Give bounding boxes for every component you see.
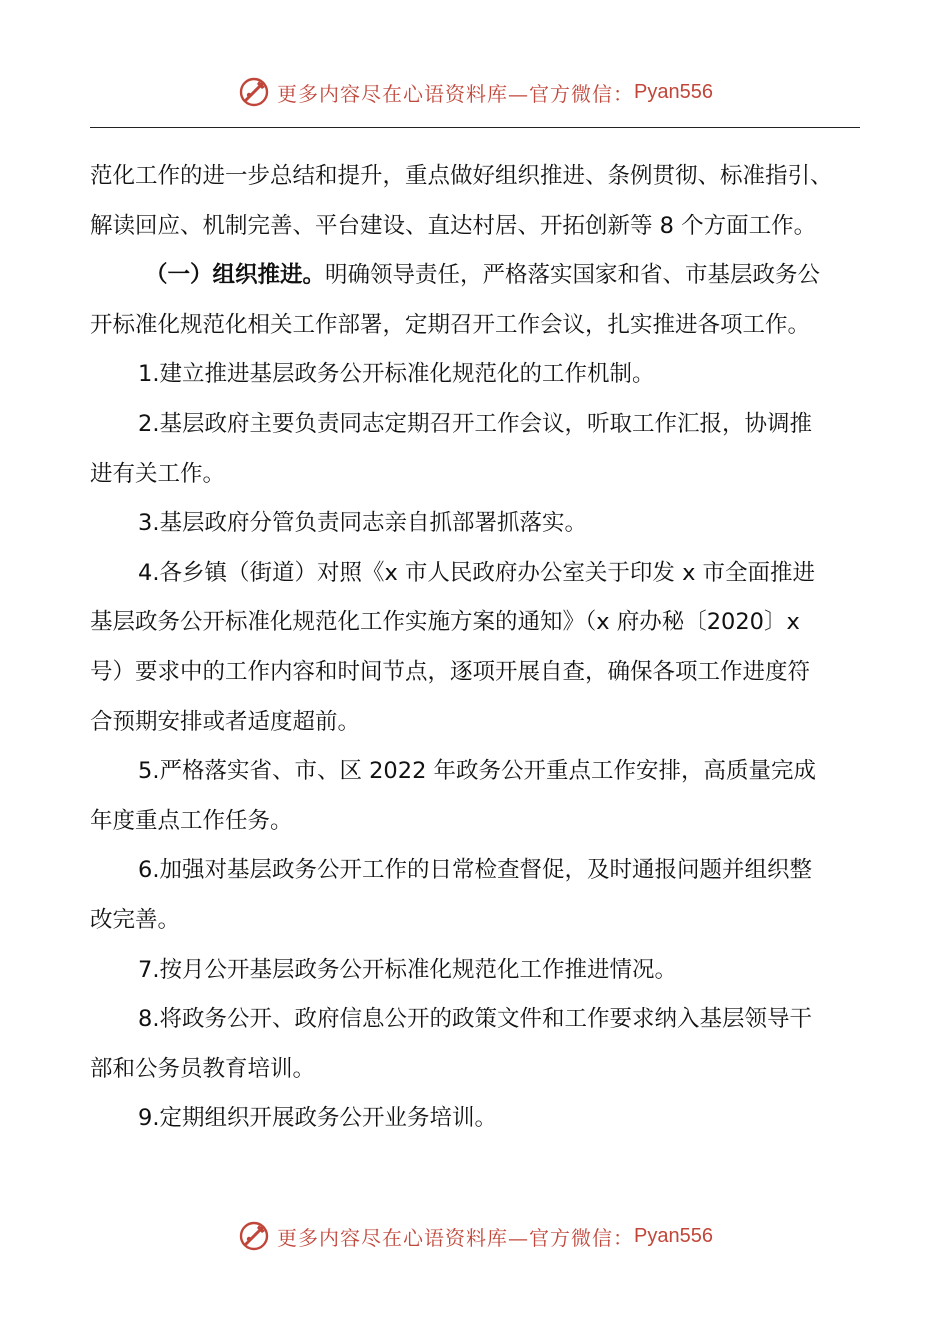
list-item-1: 1.建立推进基层政务公开标准化规范化的工作机制。	[138, 361, 655, 388]
section-text: 明确领导责任，严格落实国家和省、市基层政务公	[325, 262, 821, 289]
list-item-4-continued: 号）要求中的工作内容和时间节点，逐项开展自查，确保各项工作进度符	[90, 658, 811, 685]
list-item-9: 9.定期组织开展政务公开业务培训。	[138, 1105, 497, 1132]
list-item-2-continued: 进有关工作。	[90, 460, 226, 487]
list-item-4-continued: 合预期安排或者适度超前。	[90, 708, 361, 735]
section-text-continued: 开标准化规范化相关工作部署，定期召开工作会议，扎实推进各项工作。	[90, 311, 811, 338]
body-line: 范化工作的进一步总结和提升，重点做好组织推进、条例贯彻、标准指引、	[90, 163, 833, 189]
list-item-6-continued: 改完善。	[90, 906, 181, 933]
list-item-5-continued: 年度重点工作任务。	[90, 807, 293, 834]
header-divider	[90, 127, 860, 128]
footer-banner	[0, 1214, 950, 1258]
body-line: 解读回应、机制完善、平台建设、直达村居、开拓创新等 8 个方面工作。	[90, 212, 817, 239]
banner-code: Pyan556	[634, 1224, 713, 1247]
banner-text: 更多内容尽在心语资料库—官方微信：	[277, 1225, 635, 1250]
list-item-8-continued: 部和公务员教育培训。	[90, 1055, 316, 1082]
pen-circle-logo-icon	[237, 1219, 271, 1253]
list-item-5: 5.严格落实省、市、区 2022 年政务公开重点工作安排，高质量完成	[138, 758, 817, 785]
header-banner	[0, 70, 950, 114]
list-item-6: 6.加强对基层政务公开工作的日常检查督促，及时通报问题并组织整	[138, 857, 812, 884]
list-item-7: 7.按月公开基层政务公开标准化规范化工作推进情况。	[138, 956, 677, 983]
banner-code: Pyan556	[634, 80, 713, 103]
banner-text: 更多内容尽在心语资料库—官方微信：	[277, 81, 635, 106]
document-body	[90, 152, 870, 1144]
list-item-4-continued: 基层政务公开标准化规范化工作实施方案的通知》（x 府办秘〔2020〕x	[90, 609, 800, 636]
list-item-8: 8.将政务公开、政府信息公开的政策文件和工作要求纳入基层领导干	[138, 1006, 812, 1033]
pen-circle-logo-icon	[237, 75, 271, 109]
section-heading: （一）组织推进。	[145, 262, 326, 289]
list-item-4: 4.各乡镇（街道）对照《x 市人民政府办公室关于印发 x 市全面推进	[138, 559, 816, 586]
section-paragraph	[90, 251, 870, 301]
list-item-3: 3.基层政府分管负责同志亲自抓部署抓落实。	[138, 510, 587, 537]
list-item-2: 2.基层政府主要负责同志定期召开工作会议，听取工作汇报，协调推	[138, 410, 812, 437]
